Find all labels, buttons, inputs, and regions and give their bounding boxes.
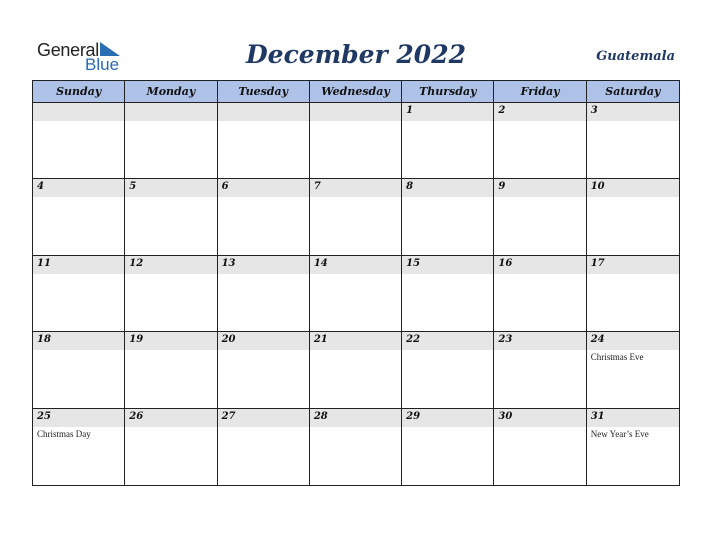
day-band — [33, 103, 124, 121]
day-number: 31 — [590, 410, 605, 422]
day-band — [494, 179, 585, 197]
day-number: 15 — [406, 257, 421, 269]
event-label: Christmas Day — [37, 428, 91, 439]
day-band — [33, 179, 124, 197]
day-cell — [33, 103, 125, 179]
day-cell — [310, 103, 402, 179]
event-label: New Year’s Eve — [590, 428, 649, 439]
day-cell — [218, 409, 310, 485]
day-cell — [218, 256, 310, 332]
day-cell — [587, 179, 679, 255]
day-cell — [33, 409, 125, 485]
day-cell — [218, 179, 310, 255]
day-number: 8 — [406, 181, 414, 193]
day-band — [218, 179, 309, 197]
day-number: 9 — [498, 181, 506, 193]
country-label: Guatemala — [596, 49, 675, 64]
day-number: 7 — [313, 181, 321, 193]
day-band — [402, 179, 493, 197]
day-cell — [494, 332, 586, 408]
day-band — [402, 103, 493, 121]
day-cell — [587, 332, 679, 408]
day-number: 16 — [498, 257, 513, 269]
day-number: 4 — [37, 181, 44, 193]
day-number: 13 — [221, 257, 236, 269]
day-number: 28 — [313, 410, 328, 422]
day-number: 1 — [406, 105, 414, 116]
calendar-grid — [32, 80, 680, 486]
logo-word-blue: Blue — [85, 55, 120, 74]
day-number: 12 — [129, 257, 144, 269]
day-cell — [310, 409, 402, 485]
day-number: 25 — [37, 410, 51, 422]
day-cell — [218, 103, 310, 179]
day-number: 6 — [221, 181, 229, 193]
day-band — [310, 179, 401, 197]
weekday-header: Wednesday — [310, 81, 402, 103]
day-cell — [494, 256, 586, 332]
day-number: 19 — [129, 334, 144, 346]
day-cell — [125, 103, 217, 179]
day-cell — [33, 332, 125, 408]
page-title: December 2022 — [245, 40, 466, 69]
day-cell — [402, 256, 494, 332]
day-number: 23 — [498, 334, 513, 346]
day-number: 21 — [313, 334, 328, 346]
day-number: 10 — [590, 181, 605, 193]
weekday-header: Monday — [125, 81, 217, 103]
day-number: 20 — [221, 334, 236, 346]
day-cell — [402, 409, 494, 485]
day-number: 22 — [406, 334, 421, 346]
weekday-header: Sunday — [33, 81, 125, 103]
logo-word-general: General — [37, 40, 99, 60]
weekday-header: Friday — [494, 81, 586, 103]
day-number: 11 — [37, 257, 51, 269]
day-cell — [402, 332, 494, 408]
day-number: 3 — [590, 105, 598, 116]
day-cell — [310, 179, 402, 255]
day-band — [218, 103, 309, 121]
day-band — [587, 103, 679, 121]
day-cell — [494, 179, 586, 255]
day-band — [494, 103, 585, 121]
day-cell — [587, 103, 679, 179]
day-number: 27 — [221, 410, 236, 422]
day-number: 24 — [590, 334, 605, 346]
day-band — [125, 179, 216, 197]
day-cell — [218, 332, 310, 408]
day-cell — [125, 332, 217, 408]
day-cell — [125, 409, 217, 485]
day-number: 5 — [129, 181, 137, 193]
day-number: 30 — [498, 410, 513, 422]
day-cell — [494, 103, 586, 179]
day-cell — [310, 256, 402, 332]
day-number: 29 — [406, 410, 421, 422]
day-cell — [402, 179, 494, 255]
day-cell — [125, 256, 217, 332]
weekday-header: Tuesday — [218, 81, 310, 103]
day-number: 14 — [313, 257, 328, 269]
day-number: 26 — [129, 410, 144, 422]
day-cell — [587, 409, 679, 485]
day-band — [125, 103, 216, 121]
day-cell — [33, 179, 125, 255]
day-number: 2 — [498, 105, 506, 116]
day-cell — [125, 179, 217, 255]
day-number: 17 — [590, 257, 605, 269]
day-cell — [587, 256, 679, 332]
weekday-header: Thursday — [402, 81, 494, 103]
weekday-header: Saturday — [587, 81, 679, 103]
day-cell — [494, 409, 586, 485]
day-number: 18 — [37, 334, 51, 346]
day-cell — [402, 103, 494, 179]
day-cell — [310, 332, 402, 408]
day-cell — [33, 256, 125, 332]
day-band — [310, 103, 401, 121]
event-label: Christmas Eve — [590, 352, 644, 363]
